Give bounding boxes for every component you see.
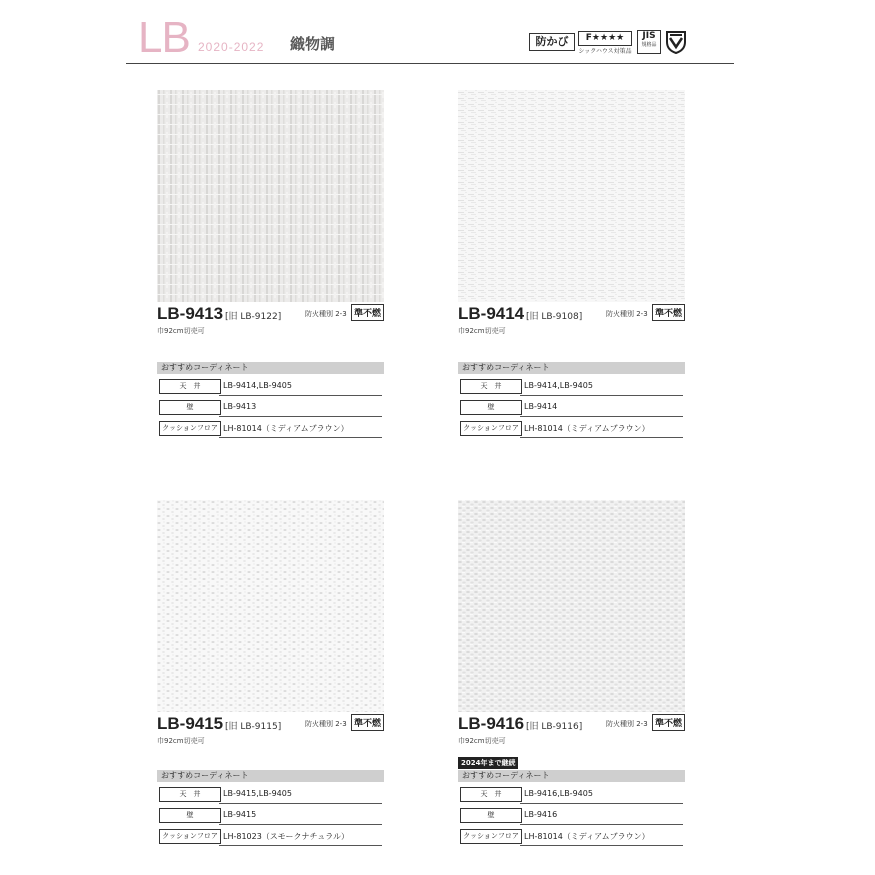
row-divider [520, 803, 683, 804]
row-divider [520, 845, 683, 846]
wallpaper-swatch [157, 90, 384, 302]
fire-class: 防火種別 2-3 [606, 720, 648, 728]
row-divider [219, 437, 382, 438]
wall-value: LB-9415 [223, 810, 257, 819]
ceiling-value: LB-9414,LB-9405 [223, 381, 292, 390]
floor-value: LH-81014（ミディアムブラウン） [524, 424, 650, 433]
fire-class: 防火種別 2-3 [606, 310, 648, 318]
fire-grade-badge: 準不燃 [652, 714, 685, 731]
product-code: LB-9416 [458, 714, 525, 733]
brand-logo: LB [138, 13, 190, 62]
coordinate-header: おすすめコーディネート [458, 770, 685, 782]
floor-value: LH-81014（ミディアムブラウン） [223, 424, 349, 433]
wall-tag: 壁 [159, 400, 221, 415]
fire-class: 防火種別 2-3 [305, 310, 347, 318]
fire-class: 防火種別 2-3 [305, 720, 347, 728]
page-header [0, 0, 875, 70]
wall-value: LB-9413 [223, 402, 257, 411]
fire-grade-badge: 準不燃 [652, 304, 685, 321]
wall-tag: 壁 [460, 808, 522, 823]
wallpaper-swatch [157, 500, 384, 712]
product-code: LB-9415 [157, 714, 224, 733]
row-divider [219, 416, 382, 417]
f-star-badge: F★★★★ [578, 31, 632, 46]
coordinate-row-floor [157, 421, 384, 438]
product-code: LB-9414 [458, 304, 525, 323]
floor-value: LH-81014（ミディアムブラウン） [524, 832, 650, 841]
jis-badge-caption: 規格品 [641, 42, 657, 48]
row-divider [219, 395, 382, 396]
ceiling-tag: 天 井 [460, 787, 522, 802]
coordinate-row-floor [157, 829, 384, 846]
floor-tag: クッションフロア [159, 421, 221, 436]
row-divider [219, 824, 382, 825]
old-product-code: [旧 LB-9108] [526, 312, 583, 322]
ceiling-value: LB-9416,LB-9405 [524, 789, 593, 798]
coordinate-row-ceiling [157, 379, 384, 396]
coordinate-row-wall [458, 400, 685, 417]
row-divider [520, 824, 683, 825]
cut-note: 巾92cm切売可 [458, 327, 506, 335]
coordinate-row-ceiling [458, 787, 685, 804]
wallpaper-swatch [458, 500, 685, 712]
floor-tag: クッションフロア [159, 829, 221, 844]
category-title: 織物調 [290, 35, 336, 53]
fire-grade-badge: 準不燃 [351, 714, 384, 731]
old-product-code: [旧 LB-9122] [225, 312, 282, 322]
coordinate-row-floor [458, 829, 685, 846]
ceiling-tag: 天 井 [159, 379, 221, 394]
coordinate-header: おすすめコーディネート [458, 362, 685, 374]
brand-years: 2020-2022 [198, 40, 265, 54]
wall-tag: 壁 [460, 400, 522, 415]
ceiling-value: LB-9414,LB-9405 [524, 381, 593, 390]
product-code: LB-9413 [157, 304, 224, 323]
jis-badge-label: JIS [642, 31, 656, 41]
wallpaper-swatch [458, 90, 685, 302]
coordinate-row-ceiling [157, 787, 384, 804]
cut-note: 巾92cm切売可 [157, 737, 205, 745]
row-divider [520, 416, 683, 417]
coordinate-row-ceiling [458, 379, 685, 396]
ceiling-tag: 天 井 [159, 787, 221, 802]
jis-badge [637, 30, 661, 54]
row-divider [219, 803, 382, 804]
continuation-notice: 2024年まで継続 [458, 757, 518, 769]
floor-tag: クッションフロア [460, 829, 522, 844]
coordinate-row-wall [157, 400, 384, 417]
certification-shield-icon [665, 30, 687, 54]
floor-tag: クッションフロア [460, 421, 522, 436]
row-divider [520, 437, 683, 438]
header-rule [126, 63, 734, 64]
f-star-badge-caption: シックハウス対策品 [578, 48, 632, 55]
old-product-code: [旧 LB-9116] [526, 722, 583, 732]
row-divider [520, 395, 683, 396]
ceiling-value: LB-9415,LB-9405 [223, 789, 292, 798]
floor-value: LH-81023（スモークナチュラル） [223, 832, 350, 841]
coordinate-row-wall [157, 808, 384, 825]
coordinate-row-floor [458, 421, 685, 438]
coordinate-header: おすすめコーディネート [157, 362, 384, 374]
wall-value: LB-9414 [524, 402, 558, 411]
cut-note: 巾92cm切売可 [157, 327, 205, 335]
wall-value: LB-9416 [524, 810, 558, 819]
old-product-code: [旧 LB-9115] [225, 722, 282, 732]
mold-resistant-badge: 防かび [529, 33, 575, 51]
row-divider [219, 845, 382, 846]
coordinate-header: おすすめコーディネート [157, 770, 384, 782]
wall-tag: 壁 [159, 808, 221, 823]
coordinate-row-wall [458, 808, 685, 825]
ceiling-tag: 天 井 [460, 379, 522, 394]
cut-note: 巾92cm切売可 [458, 737, 506, 745]
fire-grade-badge: 準不燃 [351, 304, 384, 321]
